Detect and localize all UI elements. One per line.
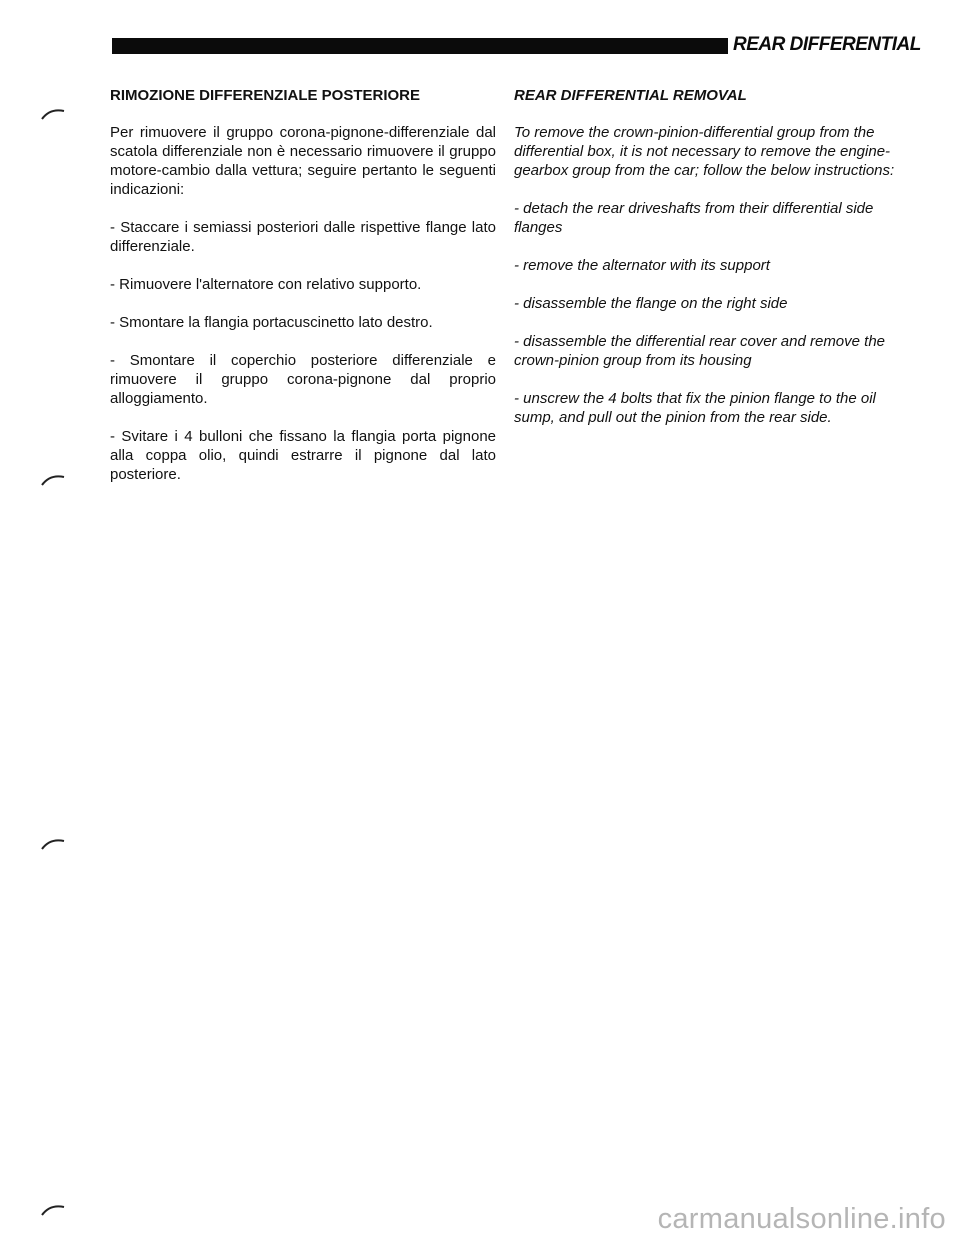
binding-hole-mark <box>40 472 68 486</box>
italian-heading: RIMOZIONE DIFFERENZIALE POSTERIORE <box>110 87 421 104</box>
section-title: REAR DIFFERENTIAL <box>733 34 921 55</box>
italian-column <box>110 86 496 503</box>
english-intro: To remove the crown-pinion-differential group from the differential box, it is not necessary to remove the engine-gearbox group from the car; follow the below instructions: <box>514 124 895 179</box>
binding-hole-mark <box>40 836 68 850</box>
watermark: carmanualsonline.info <box>657 1203 946 1235</box>
binding-hole-mark <box>40 1202 68 1216</box>
italian-intro: Per rimuovere il gruppo corona-pignone-differenziale dal scatola differenziale non è necessario rimuovere il gruppo motore-cambio dalla vettura; seguire pertanto le seguenti indicazioni: <box>110 124 496 198</box>
english-step: - detach the rear driveshafts from their differential side flanges <box>514 200 874 236</box>
english-heading: REAR DIFFERENTIAL REMOVAL <box>514 87 747 104</box>
binding-hole-mark <box>40 106 68 120</box>
italian-step: - Smontare il coperchio posteriore differenziale e rimuovere il gruppo corona-pignone dal proprio alloggiamento. <box>110 352 496 407</box>
italian-step: - Smontare la flangia portacuscinetto lato destro. <box>110 314 433 331</box>
english-step: - disassemble the differential rear cover and remove the crown-pinion group from its housing <box>514 333 886 369</box>
english-step: - disassemble the flange on the right side <box>514 295 788 312</box>
italian-step: - Rimuovere l'alternatore con relativo supporto. <box>110 276 422 293</box>
english-column <box>514 86 906 446</box>
italian-step: - Svitare i 4 bulloni che fissano la flangia porta pignone alla coppa olio, quindi estrarre il pignone dal lato posteriore. <box>110 428 496 483</box>
english-step: - unscrew the 4 bolts that fix the pinion flange to the oil sump, and pull out the pinion from the rear side. <box>514 390 876 426</box>
italian-step: - Staccare i semiassi posteriori dalle rispettive flange lato differenziale. <box>110 219 496 255</box>
header-bar <box>112 38 728 54</box>
english-step: - remove the alternator with its support <box>514 257 770 274</box>
